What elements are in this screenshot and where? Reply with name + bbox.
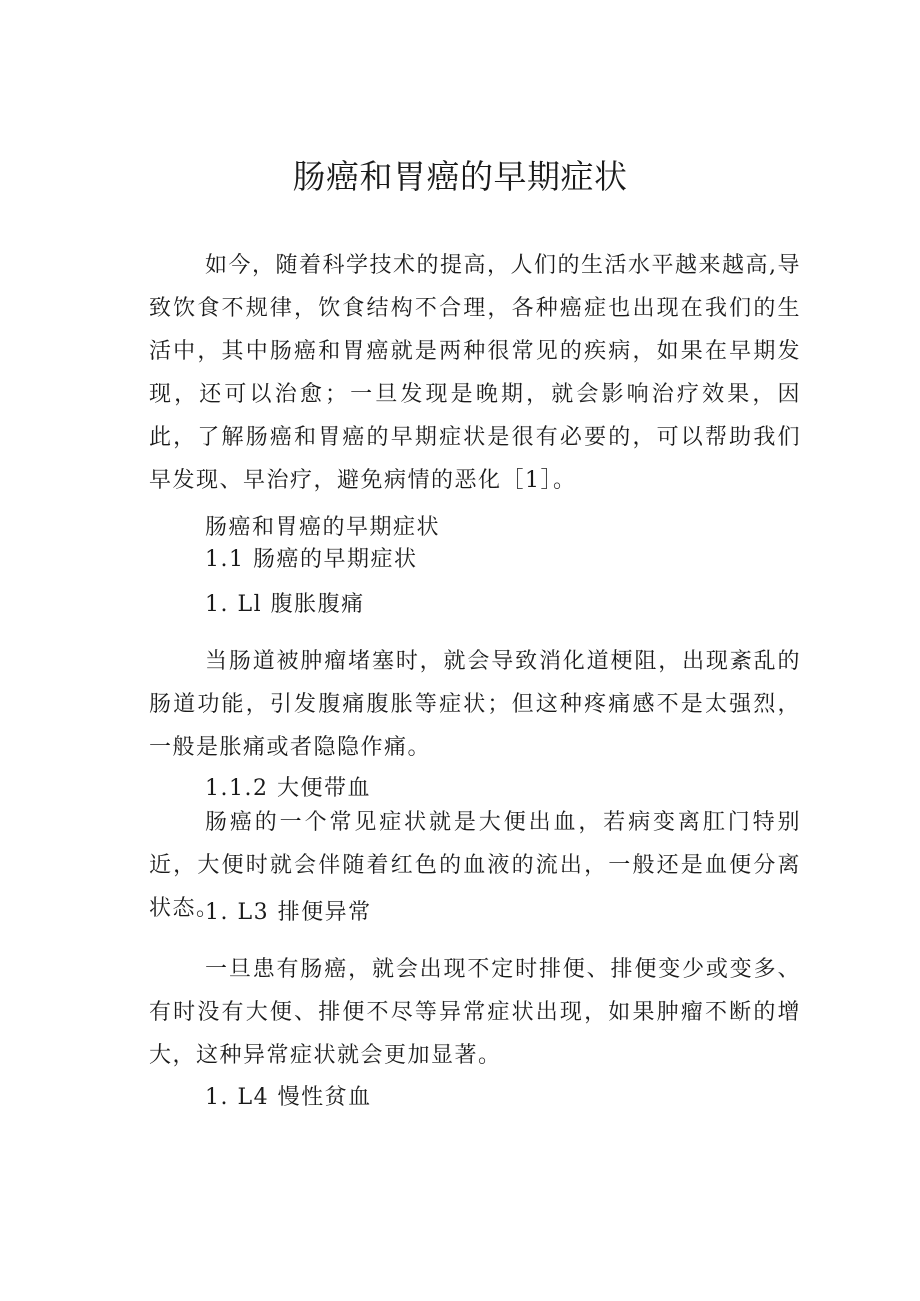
- item-heading-1-1-3: 1. L3 排便异常: [205, 900, 372, 925]
- item-text-1-1-3: 一旦患有肠癌，就会出现不定时排便、排便变少或变多、有时没有大便、排便不尽等异常症状出现，如果肿瘤不断的增大，这种异常症状就会更加显著。: [149, 957, 801, 1068]
- intro-paragraph: 如今，随着科学技术的提高，人们的生活水平越来越高,导致饮食不规律，饮食结构不合理，各种癌症也出现在我们的生活中，其中肠癌和胃癌就是两种很常见的疾病，如果在早期发现，还可以治愈；一旦发现是晚期，就会影响治疗效果，因此，了解肠癌和胃癌的早期症状是很有必要的，可以帮助我们早发现、早治疗，避免病情的恶化［1］。: [149, 253, 801, 493]
- item-heading-1-1-1: 1. Ll 腹胀腹痛: [205, 592, 365, 617]
- subsection-heading-1-1: 1.1 肠癌的早期症状: [205, 547, 418, 572]
- document-title: 肠癌和胃癌的早期症状: [292, 157, 628, 196]
- item-heading-1-1-2: 1.1.2 大便带血: [205, 776, 371, 801]
- item-heading-1-1-4: 1. L4 慢性贫血: [205, 1085, 372, 1110]
- section-heading: 肠癌和胃癌的早期症状: [205, 515, 441, 540]
- item-text-1-1-2: 肠癌的一个常见症状就是大便出血，若病变离肛门特别近，大便时就会伴随着红色的血液的流出，一般还是血便分离状态。: [149, 810, 801, 921]
- item-text-1-1-1: 当肠道被肿瘤堵塞时，就会导致消化道梗阻，出现紊乱的肠道功能，引发腹痛腹胀等症状；但这种疼痛感不是太强烈，一般是胀痛或者隐隐作痛。: [149, 649, 801, 760]
